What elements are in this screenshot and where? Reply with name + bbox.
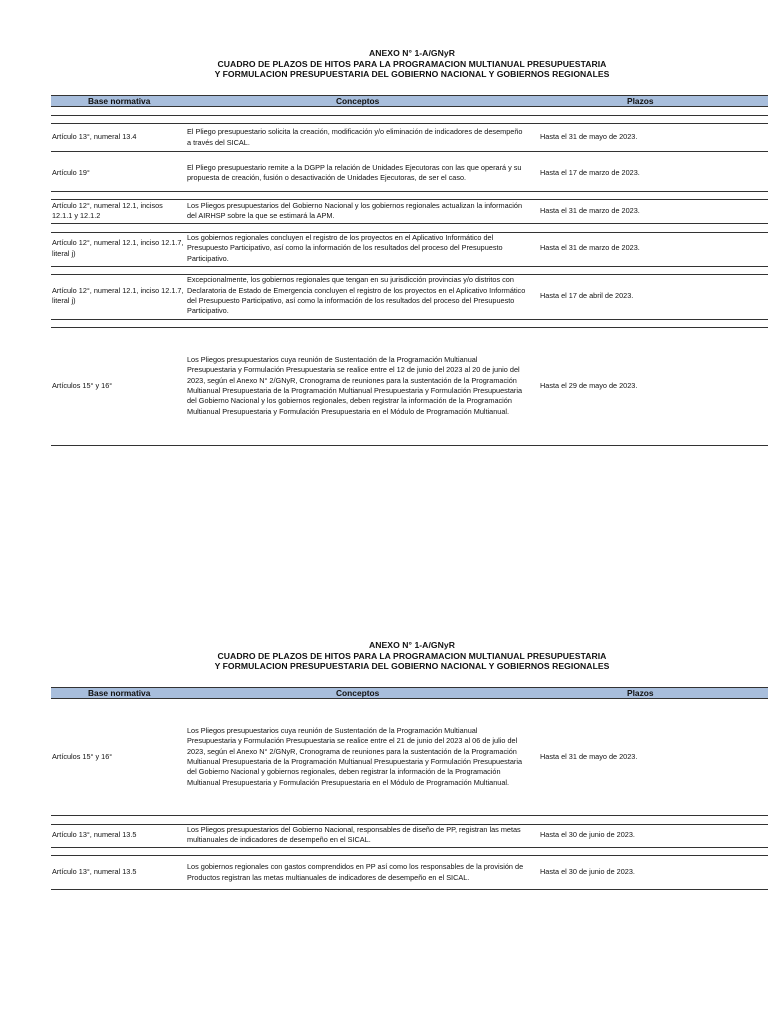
row-plazo: Hasta el 31 de marzo de 2023.: [540, 205, 640, 215]
row-concepto: El Pliego presupuestario solicita la creación, modificación y/o eliminación de indicadores de desempeño a través del SICAL.: [187, 127, 523, 147]
row-plazo: Hasta el 17 de abril de 2023.: [540, 290, 634, 300]
row-plazo: Hasta el 29 de mayo de 2023.: [540, 380, 638, 390]
table-header: [51, 687, 768, 699]
table-row: [51, 856, 768, 889]
row-base-normativa: Artículo 13°, numeral 13.5: [52, 829, 137, 839]
row-divider: [51, 889, 768, 890]
row-divider: [51, 115, 768, 116]
row-base-normativa: Artículos 15° y 16°: [52, 751, 113, 761]
header-base-normativa: Base normativa: [88, 96, 151, 106]
row-concepto: Los Pliegos presupuestarios del Gobierno Nacional y los gobiernos regionales actualizan la información del AIRHSP sobre la que se estimará la APM.: [187, 200, 523, 220]
row-concepto: El Pliego presupuestario remite a la DGPP la relación de Unidades Ejecutoras con las que operará y su propuesta de creación, fusión o desactivación de Unidades Ejecutoras, de ser el caso.: [187, 162, 522, 182]
row-concepto: Los Pliegos presupuestarios cuya reunión de Sustentación de la Programación Multianual Presupuestaria y Formulación Presupuestaria se realice entre el 21 de junio del 2023 al 06 de julio del 2023, según el Anexo N° 2/GNyR, Cronograma de reuniones para la sustentación de la Programación Multianual Presupuestaria de la Programación Multianual Presupuestaria y Formulación Presupuestaria del Gobierno Nacional y gobiernos regionales, deben registrar la información de la Programación Multianual Presupuestaria y Formulación Presupuestaria en el Módulo de Programación Multianual.: [187, 725, 523, 787]
row-base-normativa: Artículo 12°, numeral 12.1, incisos 12.1.1 y 12.1.2: [52, 200, 163, 220]
row-base-normativa: Artículo 13°, numeral 13.4: [52, 132, 137, 142]
row-plazo: Hasta el 17 de marzo de 2023.: [540, 167, 640, 177]
annex-title: [51, 48, 768, 80]
table-header: [51, 95, 768, 107]
header-conceptos: Conceptos: [336, 688, 380, 698]
table-row: [51, 700, 768, 814]
row-concepto: Los gobiernos regionales concluyen el registro de los proyectos en el Aplicativo Informático del Presupuesto Participativo, así como la información de los resultados del proceso del Presupuesto Participativo.: [187, 232, 503, 263]
row-base-normativa: Artículo 13°, numeral 13.5: [52, 867, 137, 877]
row-plazo: Hasta el 31 de marzo de 2023.: [540, 243, 640, 253]
row-divider: [51, 319, 768, 320]
annex-number: ANEXO N° 1-A/GNyR: [369, 48, 455, 58]
row-divider: [51, 445, 768, 446]
table-row: [51, 274, 768, 318]
row-plazo: Hasta el 31 de mayo de 2023.: [540, 751, 638, 761]
header-plazos: Plazos: [627, 688, 654, 698]
annex-title-line-2: CUADRO DE PLAZOS DE HITOS PARA LA PROGRAMACION MULTIANUAL PRESUPUESTARIA: [217, 650, 607, 661]
header-conceptos: Conceptos: [336, 96, 380, 106]
row-base-normativa: Artículo 19°: [52, 167, 90, 177]
table-row: [51, 124, 768, 151]
row-base-normativa: Artículo 12°, numeral 12.1, inciso 12.1.7, literal j): [52, 285, 184, 305]
row-divider: [51, 266, 768, 267]
row-concepto: Excepcionalmente, los gobiernos regionales que tengan en su jurisdicción provincias y/o distritos con Declaratoria de Estado de Emergencia concluyen el registro de los proyectos en el Aplicativo Informático del Presupuesto Participativo, así como la información de los resultados del proceso del Presupuesto Participativo.: [187, 275, 526, 316]
annex-title-line-3: Y FORMULACION PRESUPUESTARIA DEL GOBIERNO NACIONAL Y GOBIERNOS REGIONALES: [214, 69, 610, 79]
header-base-normativa: Base normativa: [88, 688, 151, 698]
annex-section-1: [51, 48, 768, 448]
row-divider: [51, 815, 768, 816]
table-row: [51, 232, 768, 265]
header-plazos: Plazos: [627, 96, 654, 106]
table-row: [51, 328, 768, 444]
annex-title: [51, 640, 768, 672]
row-divider: [51, 847, 768, 848]
table-row: [51, 200, 768, 222]
row-divider: [51, 151, 768, 152]
annex-title-line-2: CUADRO DE PLAZOS DE HITOS PARA LA PROGRAMACION MULTIANUAL PRESUPUESTARIA: [217, 58, 607, 69]
annex-title-line-3: Y FORMULACION PRESUPUESTARIA DEL GOBIERNO NACIONAL Y GOBIERNOS REGIONALES: [214, 661, 610, 671]
annex-number: ANEXO N° 1-A/GNyR: [369, 640, 455, 650]
row-concepto: Los Pliegos presupuestarios cuya reunión de Sustentación de la Programación Multianual Presupuestaria y Formulación Presupuestaria se realice entre el 12 de junio del 2023 al 20 de junio del 2023, según el Anexo N° 2/GNyR, Cronograma de reuniones para la sustentación de la Programación Multianual Presupuestaria de la Programación Multianual Presupuestaria y Formulación Presupuestaria del Gobierno Nacional y los gobiernos regionales, deben registrar la información de la Programación Multianual Presupuestaria y Formulación Presupuestaria en el Módulo de Programación Multianual.: [187, 354, 523, 416]
row-divider: [51, 191, 768, 192]
row-plazo: Hasta el 30 de junio de 2023.: [540, 867, 635, 877]
row-base-normativa: Artículos 15° y 16°: [52, 380, 113, 390]
row-plazo: Hasta el 31 de mayo de 2023.: [540, 132, 638, 142]
annex-section-2: [51, 640, 768, 895]
row-base-normativa: Artículo 12°, numeral 12.1, inciso 12.1.7, literal j): [52, 238, 184, 258]
table-row: [51, 824, 768, 846]
row-concepto: Los gobiernos regionales con gastos comprendidos en PP así como los responsables de la provisión de Productos registran las metas multianuales de indicadores de desempeño en el SICAL.: [187, 862, 524, 882]
row-plazo: Hasta el 30 de junio de 2023.: [540, 829, 635, 839]
table-row: [51, 156, 768, 190]
row-divider: [51, 223, 768, 224]
row-concepto: Los Pliegos presupuestarios del Gobierno Nacional, responsables de diseño de PP, registran las metas multianuales de indicadores de desempeño en el SICAL.: [187, 824, 521, 844]
